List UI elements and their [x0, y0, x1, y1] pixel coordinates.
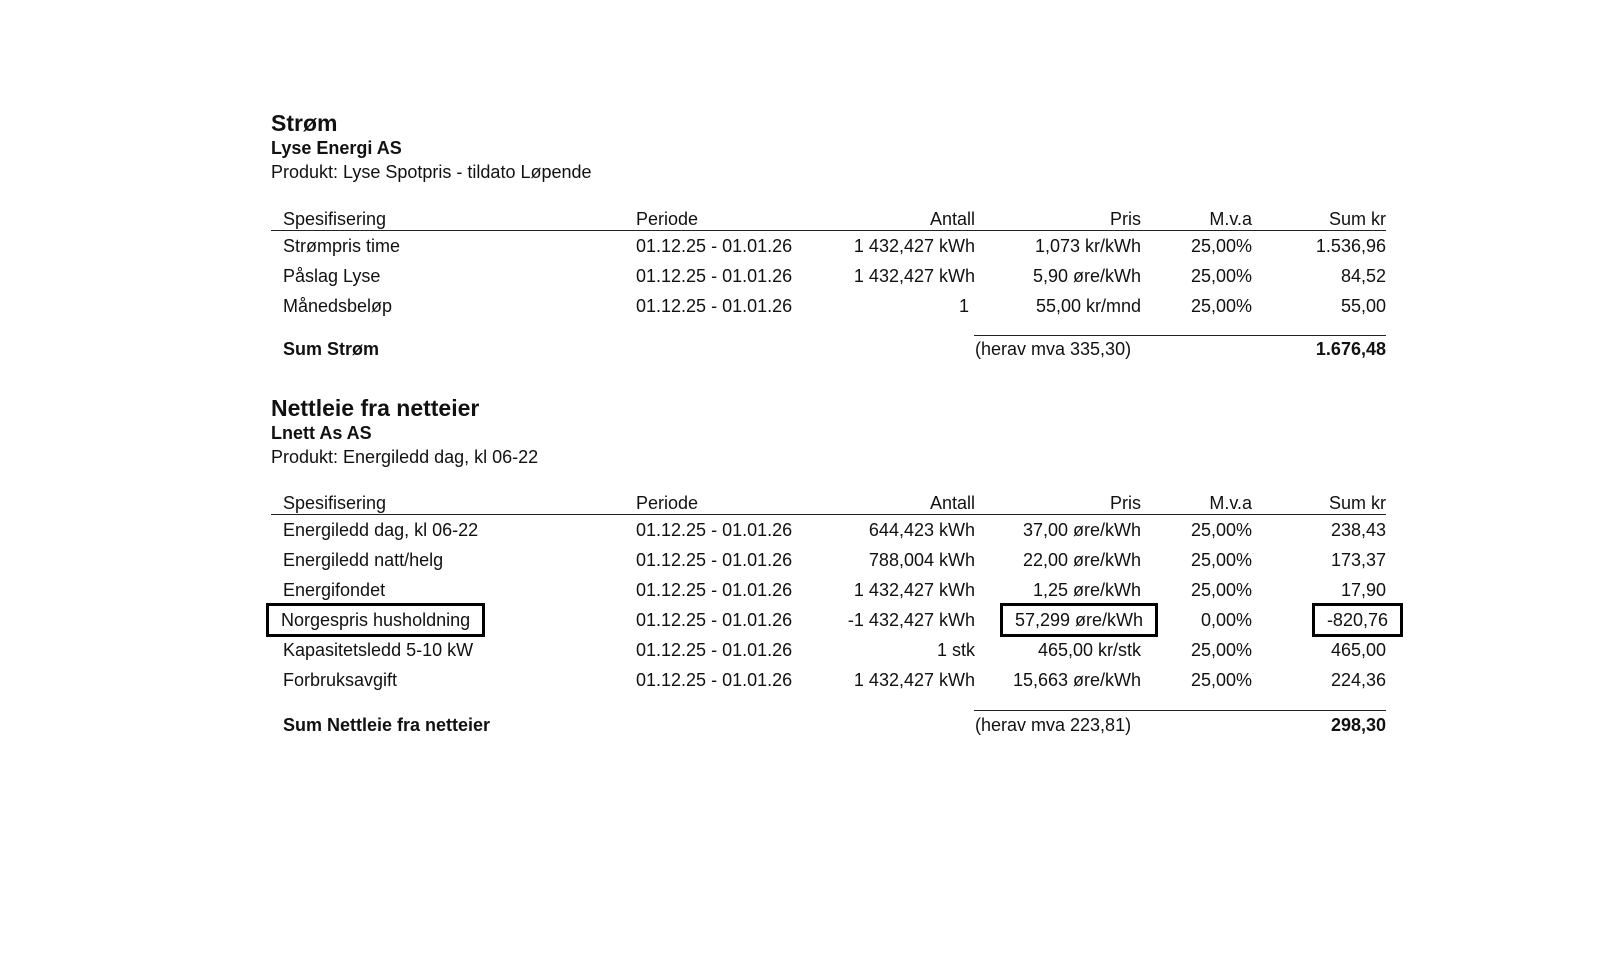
cell-periode: 01.12.25 - 01.01.26 [636, 639, 793, 660]
highlight-box-sum: -820,76 [1315, 606, 1400, 634]
nettleie-sum-row [271, 715, 1386, 745]
cell-pris: 37,00 øre/kWh [1022, 519, 1141, 540]
cell-mva: 0,00% [1200, 609, 1252, 630]
cell-mva: 25,00% [1190, 265, 1252, 286]
col-header-mva: M.v.a [1141, 204, 1252, 231]
cell-mva: 25,00% [1190, 549, 1252, 570]
col-header-pris: Pris [975, 204, 1141, 231]
cell-periode: 01.12.25 - 01.01.26 [636, 609, 793, 630]
cell-sum: 238,43 [1330, 519, 1386, 540]
table-row [271, 575, 1386, 605]
nettleie-section [271, 395, 1391, 745]
cell-sum: 17,90 [1340, 579, 1386, 600]
col-header-antall: Antall [821, 204, 975, 231]
col-header-periode: Periode [636, 488, 821, 515]
table-row [271, 545, 1386, 575]
cell-mva: 25,00% [1190, 669, 1252, 690]
cell-periode: 01.12.25 - 01.01.26 [636, 579, 793, 600]
table-row-highlighted [271, 605, 1386, 635]
strom-sum-divider [974, 335, 1386, 336]
cell-sum: 84,52 [1340, 265, 1386, 286]
cell-mva: 25,00% [1190, 295, 1252, 316]
cell-antall: 1 stk [936, 639, 975, 660]
cell-sum: 224,36 [1330, 669, 1386, 690]
cell-sum: 173,37 [1330, 549, 1386, 570]
cell-spesifisering: Forbruksavgift [283, 669, 398, 690]
strom-section [271, 110, 1391, 370]
col-header-spesifisering: Spesifisering [271, 488, 636, 515]
col-header-sum: Sum kr [1252, 488, 1386, 515]
cell-mva: 25,00% [1190, 235, 1252, 256]
col-header-sum: Sum kr [1252, 204, 1386, 231]
table-row [271, 261, 1386, 291]
cell-pris: 15,663 øre/kWh [1012, 669, 1141, 690]
strom-sum-mva: (herav mva 335,30) [975, 339, 1132, 359]
cell-sum: 465,00 [1330, 639, 1386, 660]
cell-antall: 1 432,427 kWh [853, 235, 975, 256]
cell-antall: 1 432,427 kWh [853, 265, 975, 286]
nettleie-company: Lnett As AS [271, 423, 372, 443]
cell-antall: 1 432,427 kWh [853, 579, 975, 600]
col-header-antall: Antall [821, 488, 975, 515]
cell-periode: 01.12.25 - 01.01.26 [636, 295, 793, 316]
cell-spesifisering: Energiledd dag, kl 06-22 [283, 519, 479, 540]
cell-mva: 25,00% [1190, 639, 1252, 660]
col-header-periode: Periode [636, 204, 821, 231]
cell-spesifisering: Energiledd natt/helg [283, 549, 444, 570]
col-header-pris: Pris [975, 488, 1141, 515]
cell-pris: 5,90 øre/kWh [1032, 265, 1141, 286]
cell-pris: 55,00 kr/mnd [1035, 295, 1141, 316]
table-row [271, 231, 1386, 262]
cell-antall: 788,004 kWh [868, 549, 975, 570]
cell-periode: 01.12.25 - 01.01.26 [636, 519, 793, 540]
cell-antall: 1 [958, 295, 969, 316]
cell-periode: 01.12.25 - 01.01.26 [636, 265, 793, 286]
cell-antall: 1 432,427 kWh [853, 669, 975, 690]
strom-header-row [271, 204, 1386, 231]
nettleie-header-row [271, 488, 1386, 515]
cell-spesifisering: Kapasitetsledd 5-10 kW [283, 639, 474, 660]
strom-sum-total: 1.676,48 [1315, 339, 1386, 359]
nettleie-product: Produkt: Energiledd dag, kl 06-22 [271, 447, 539, 467]
strom-title: Strøm [271, 110, 338, 136]
cell-periode: 01.12.25 - 01.01.26 [636, 549, 793, 570]
strom-table [271, 204, 1386, 321]
strom-product: Produkt: Lyse Spotpris - tildato Løpende [271, 162, 592, 182]
col-header-spesifisering: Spesifisering [271, 204, 636, 231]
cell-sum [1252, 605, 1386, 635]
strom-sum-label: Sum Strøm [283, 339, 380, 359]
strom-company: Lyse Energi AS [271, 138, 402, 158]
cell-spesifisering: Påslag Lyse [283, 265, 381, 286]
cell-pris: 465,00 kr/stk [1037, 639, 1141, 660]
highlight-box-pris: 57,299 øre/kWh [1003, 606, 1155, 634]
cell-pris: 1,073 kr/kWh [1034, 235, 1141, 256]
cell-spesifisering: Strømpris time [283, 235, 400, 256]
cell-spesifisering [271, 605, 636, 635]
cell-spesifisering: Månedsbeløp [283, 295, 393, 316]
table-row [271, 291, 1386, 321]
nettleie-sum-mva: (herav mva 223,81) [975, 715, 1132, 735]
cell-antall: 644,423 kWh [868, 519, 975, 540]
cell-mva: 25,00% [1190, 519, 1252, 540]
nettleie-sum-total: 298,30 [1330, 715, 1386, 735]
cell-antall: -1 432,427 kWh [847, 609, 975, 630]
nettleie-title: Nettleie fra netteier [271, 395, 480, 421]
nettleie-table [271, 488, 1386, 695]
cell-periode: 01.12.25 - 01.01.26 [636, 235, 793, 256]
table-row [271, 665, 1386, 695]
highlight-box-spesifisering: Norgespris husholdning [269, 606, 482, 634]
nettleie-sum-divider [974, 710, 1386, 711]
cell-sum: 55,00 [1340, 295, 1386, 316]
strom-sum-row [271, 339, 1386, 369]
table-row [271, 515, 1386, 546]
cell-periode: 01.12.25 - 01.01.26 [636, 669, 793, 690]
table-row [271, 635, 1386, 665]
col-header-mva: M.v.a [1141, 488, 1252, 515]
cell-pris: 1,25 øre/kWh [1032, 579, 1141, 600]
cell-sum: 1.536,96 [1315, 235, 1386, 256]
nettleie-sum-label: Sum Nettleie fra netteier [283, 715, 491, 735]
cell-pris: 22,00 øre/kWh [1022, 549, 1141, 570]
cell-mva: 25,00% [1190, 579, 1252, 600]
cell-pris [975, 605, 1141, 635]
cell-spesifisering: Energifondet [283, 579, 386, 600]
